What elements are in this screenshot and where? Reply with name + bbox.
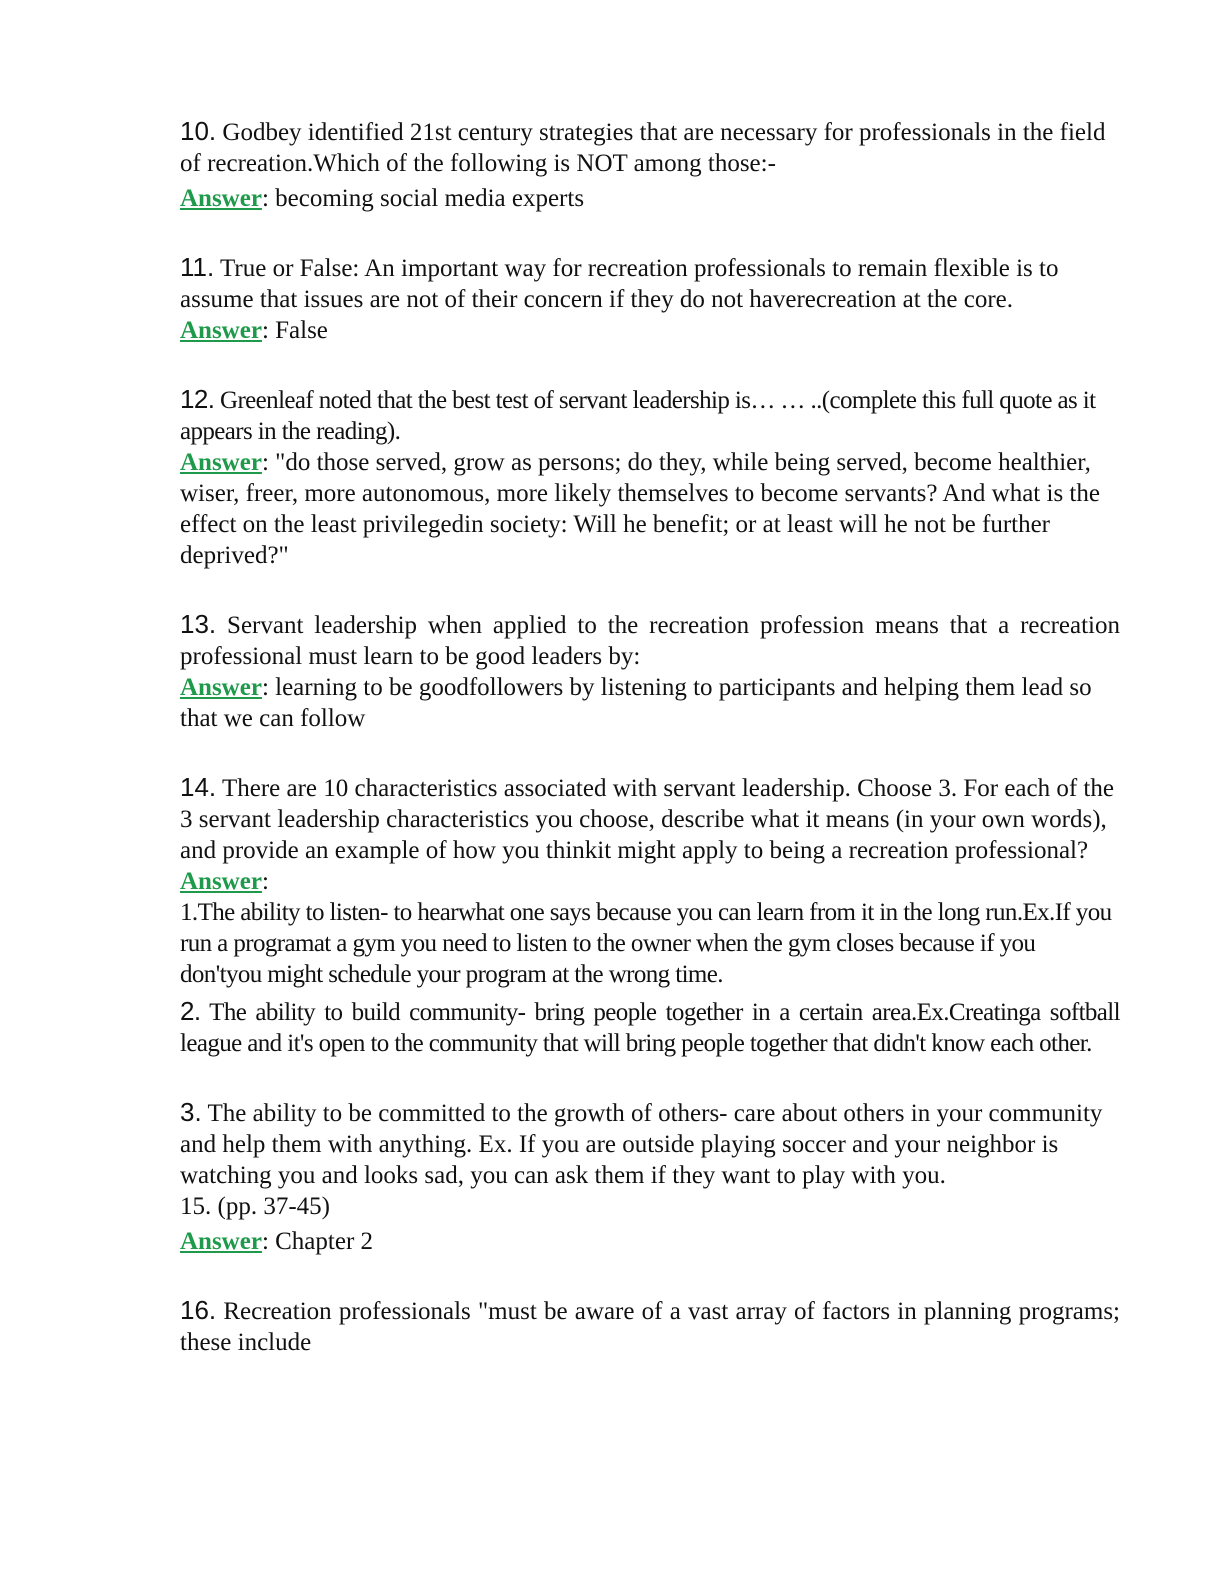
question-10-answer xyxy=(180,183,1120,214)
question-body: Servant leadership when applied to the recreation profession means that a recreation professional must learn to be good leaders by: xyxy=(180,612,1120,670)
question-13-answer xyxy=(180,672,1120,734)
question-15-text xyxy=(180,1191,1120,1222)
answer-text: : "do those served, grow as persons; do they, while being served, become healthier, wiser, freer, more autonomous, more likely themselves to become servants? And what is the effect on the least privilegedin society: Will he benefit; or at least will he not be further deprived?" xyxy=(180,449,1100,569)
question-body: True or False: An important way for recreation professionals to remain flexible is to assume that issues are not of their concern if they do not haverecreation at the core. xyxy=(180,255,1059,313)
answer-label: Answer xyxy=(180,674,262,701)
question-10 xyxy=(180,116,1120,214)
question-14-answer xyxy=(180,866,1120,897)
answer-item-number: 3. xyxy=(180,1097,202,1127)
question-13 xyxy=(180,609,1120,734)
question-number: 15. xyxy=(180,1193,212,1220)
question-14-text xyxy=(180,772,1120,866)
answer-label: Answer xyxy=(180,317,262,344)
question-15-answer xyxy=(180,1226,1120,1257)
question-12 xyxy=(180,384,1120,571)
question-12-text xyxy=(180,384,1120,447)
question-10-text xyxy=(180,116,1120,179)
answer-item-number: 1. xyxy=(180,899,198,926)
question-number: 11. xyxy=(180,252,215,282)
answer-item-1 xyxy=(180,897,1120,990)
question-body: Greenleaf noted that the best test of servant leadership is… … ..(complete this full quote as it appears in the reading). xyxy=(180,387,1096,445)
question-16 xyxy=(180,1295,1120,1358)
question-number: 12. xyxy=(180,384,215,414)
answer-item-number: 2. xyxy=(180,996,201,1026)
question-number: 10. xyxy=(180,116,217,146)
question-13-text xyxy=(180,609,1120,672)
question-number: 14. xyxy=(180,772,217,802)
answer-label: Answer xyxy=(180,449,262,476)
question-11-answer xyxy=(180,315,1120,346)
answer-label: Answer xyxy=(180,868,262,895)
question-15 xyxy=(180,1191,1120,1257)
question-16-text xyxy=(180,1295,1120,1358)
question-11 xyxy=(180,252,1120,346)
question-body: Recreation professionals "must be aware of a vast array of factors in planning programs; these include xyxy=(180,1298,1120,1356)
question-14 xyxy=(180,772,1120,1191)
answer-text: : False xyxy=(261,317,328,344)
answer-text: : becoming social media experts xyxy=(261,185,585,212)
answer-item-text: The ability to be committed to the growth of others- care about others in your community and help them with anything. Ex. If you are outside playing soccer and your neighbor is watching you and looks sad, you can ask them if they want to play with you. xyxy=(180,1100,1103,1189)
answer-label: Answer xyxy=(180,185,262,212)
question-12-answer xyxy=(180,447,1120,571)
answer-item-2 xyxy=(180,996,1120,1059)
answer-label: Answer xyxy=(180,1228,262,1255)
question-number: 16. xyxy=(180,1295,217,1325)
question-body: There are 10 characteristics associated with servant leadership. Choose 3. For each of the 3 servant leadership characteristics you choose, describe what it means (in your own words), and provide an example of how you thinkit might apply to being a recreation professional? xyxy=(180,775,1114,864)
answer-item-3 xyxy=(180,1097,1120,1191)
answer-text: : xyxy=(261,868,269,895)
answer-item-text: The ability to build community- bring people together in a certain area.Ex.Creatinga softball league and it's open to the community that will bring people together that didn't know each other. xyxy=(180,999,1120,1057)
answer-item-text: The ability to listen- to hearwhat one says because you can learn from it in the long run.Ex.If you run a programat a gym you need to listen to the owner when the gym closes because if you don'tyou might schedule your program at the wrong time. xyxy=(180,899,1112,988)
question-11-text xyxy=(180,252,1120,315)
question-number: 13. xyxy=(180,609,217,639)
document-page xyxy=(180,116,1120,1358)
answer-text: : Chapter 2 xyxy=(261,1228,374,1255)
question-body: Godbey identified 21st century strategies that are necessary for professionals in the field of recreation.Which of the following is NOT among those:- xyxy=(180,119,1106,177)
answer-text: : learning to be goodfollowers by listening to participants and helping them lead so that we can follow xyxy=(180,674,1092,732)
question-body: (pp. 37-45) xyxy=(211,1193,330,1220)
